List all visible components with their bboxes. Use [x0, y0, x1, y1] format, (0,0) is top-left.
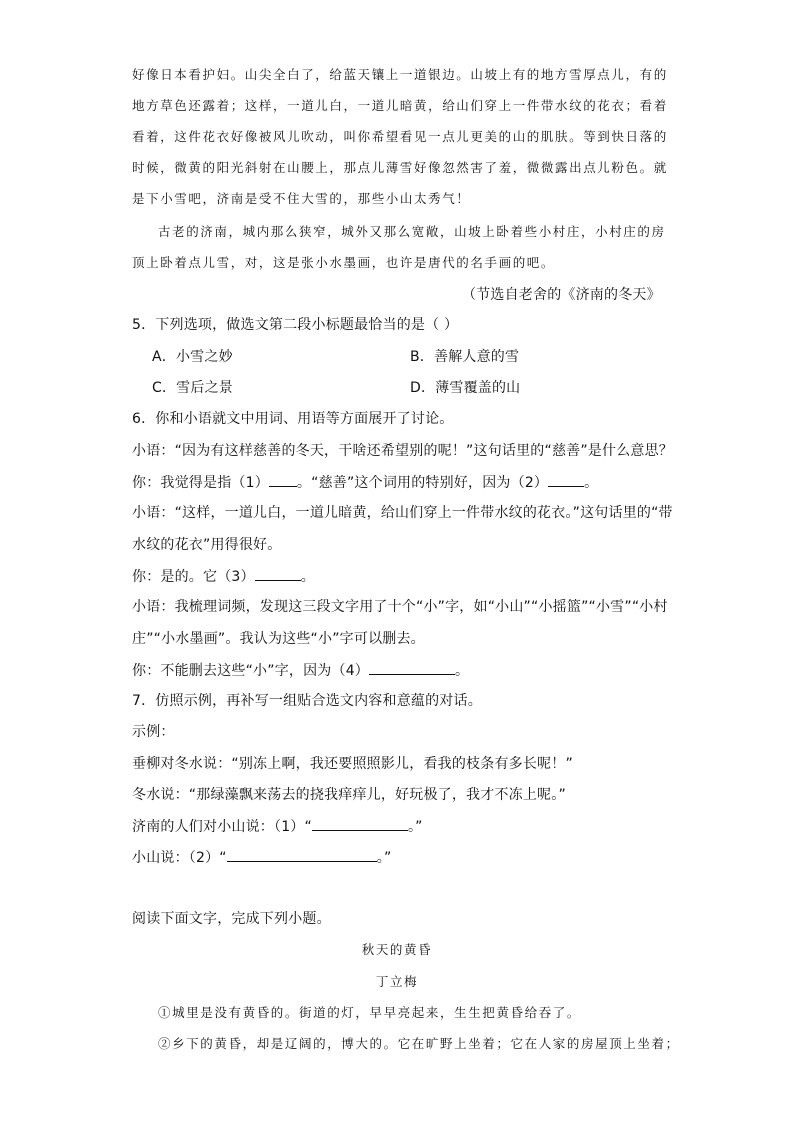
q6-blank-2[interactable]	[548, 473, 584, 487]
q6-answer-end: 。	[300, 569, 315, 585]
q5-stem: 5．下列选项，做选文第二段小标题最恰当的是（ ）	[132, 317, 459, 333]
q7-answer-end: 。”	[407, 819, 423, 835]
q7-answer-prefix: 小山说：（2）“	[132, 850, 227, 866]
q6-stem: 6．你和小语就文中用词、用语等方面展开了讨论。	[132, 411, 454, 427]
q5-option-d[interactable]: D．薄雪覆盖的山	[410, 380, 521, 396]
article-title: 秋天的黄昏	[361, 942, 433, 957]
q6-dialogue-line	[132, 567, 315, 586]
q6-dialogue-line: 小语：我梳理词频，发现这三段文字用了十个“小”字，如“小山”“小摇篮”“小雪”“小村	[132, 599, 668, 615]
q7-answer-line	[132, 817, 423, 836]
passage-line: 是下小雪吧，济南是受不住大雪的，那些小山太秀气！	[132, 191, 471, 206]
passage-line: 顶上卧着点儿雪，对，这是张小水墨画，也许是唐代的名手画的吧。	[132, 255, 556, 270]
q6-answer-prefix: 你：不能删去这些“小”字，因为（4）	[132, 663, 370, 679]
q6-dialogue-line: 小语：“因为有这样慈善的冬天，干啥还希望别的呢！”这句话里的“慈善”是什么意思？	[132, 443, 674, 459]
passage-line: 看着，这件花衣好像被风儿吹动，叫你希望看见一点儿更美的山的肌肤。等到快日落的	[132, 129, 668, 144]
q7-blank-2[interactable]	[227, 848, 377, 862]
q7-answer-end: 。”	[376, 850, 392, 866]
reading-instruction: 阅读下面文字，完成下列小题。	[132, 911, 331, 927]
q6-dialogue-line: 庄”“小水墨画”。我认为这些“小”字可以删去。	[132, 631, 425, 647]
q6-blank-1[interactable]	[269, 473, 297, 487]
q6-answer-end: 。	[455, 663, 470, 679]
passage-source: （节选自老舍的《济南的冬天》	[462, 287, 661, 303]
q6-answer-end: 。	[584, 475, 599, 491]
q6-dialogue-line: 水纹的花衣”用得很好。	[132, 537, 282, 553]
passage-line: 古老的济南，城内那么狭窄，城外又那么宽敞，山坡上卧着些小村庄，小村庄的房	[158, 224, 666, 239]
q6-answer-prefix: 你：是的。它（3）	[132, 569, 255, 585]
article-author: 丁立梅	[375, 974, 419, 989]
article-paragraph: ②乡下的黄昏，却是辽阔的，博大的。它在旷野上坐着；它在人家的房屋顶上坐着；	[158, 1036, 680, 1051]
q7-answer-line	[132, 848, 391, 867]
q5-option-c[interactable]: C．雪后之景	[152, 380, 233, 396]
passage-line: 好像日本看护妇。山尖全白了，给蓝天镶上一道银边。山坡上有的地方雪厚点儿，有的	[132, 67, 668, 82]
q6-dialogue-line	[132, 473, 598, 492]
passage-line: 地方草色还露着；这样，一道儿白，一道儿暗黄，给山们穿上一件带水纹的花衣；看着	[132, 98, 668, 113]
q6-answer-prefix: 你：我觉得是指（1）	[132, 475, 269, 491]
q6-dialogue-line: 小语：“这样，一道儿白，一道儿暗黄，给山们穿上一件带水纹的花衣。”这句话里的“带	[132, 505, 673, 521]
q7-blank-1[interactable]	[312, 817, 408, 831]
q7-example-label: 示例：	[132, 724, 175, 740]
q6-blank-3[interactable]	[255, 567, 301, 581]
q6-dialogue-line	[132, 661, 469, 680]
q7-example-line: 冬水说：“那绿藻飘来荡去的挠我痒痒儿，好玩极了，我才不冻上呢。”	[132, 787, 566, 803]
q7-answer-prefix: 济南的人们对小山说：（1）“	[132, 819, 312, 835]
q7-example-line: 垂柳对冬水说：“别冻上啊，我还要照照影儿，看我的枝条有多长呢！”	[132, 756, 573, 772]
q7-stem: 7．仿照示例，再补写一组贴合选文内容和意蕴的对话。	[132, 693, 482, 709]
q5-option-a[interactable]: A．小雪之妙	[152, 349, 233, 365]
q5-option-b[interactable]: B．善解人意的雪	[410, 349, 520, 365]
article-paragraph: ①城里是没有黄昏的。街道的灯，早早亮起来，生生把黄昏给吞了。	[158, 1005, 582, 1020]
q6-blank-4[interactable]	[369, 661, 455, 675]
q6-answer-middle: 。“慈善”这个词用的特别好，因为（2）	[296, 475, 549, 491]
passage-line: 时候，微黄的阳光斜射在山腰上，那点儿薄雪好像忽然害了羞，微微露出点儿粉色。就	[132, 160, 668, 175]
